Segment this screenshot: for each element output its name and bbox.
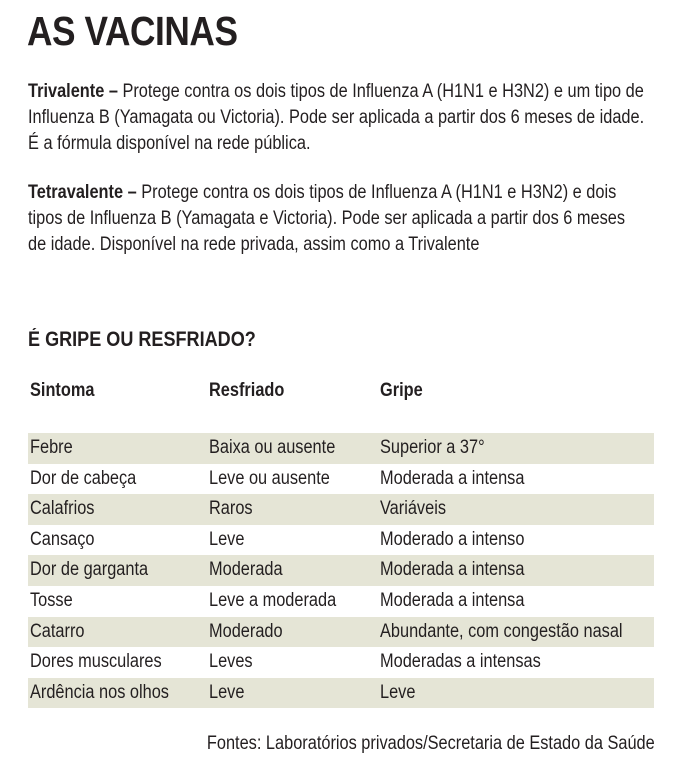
cell-symptom: Febre — [30, 437, 73, 458]
table-row — [28, 678, 654, 709]
cell-cold: Leve — [209, 528, 245, 550]
comparison-table — [28, 433, 654, 708]
cell-symptom: Cansaço — [30, 528, 95, 550]
vaccine-trivalente — [28, 79, 647, 157]
cell-symptom: Ardência nos olhos — [30, 681, 169, 703]
cell-cold: Leve a moderada — [209, 589, 337, 611]
vaccine-tetravalente — [28, 180, 647, 258]
cell-cold: Moderada — [209, 559, 283, 581]
header-gripe: Gripe — [380, 380, 423, 401]
cell-cold: Leve ou ausente — [209, 467, 330, 489]
table-row — [28, 617, 654, 648]
cell-symptom: Tosse — [30, 589, 73, 611]
vaccine-name: Trivalente – — [28, 81, 118, 102]
cell-symptom: Dor de garganta — [30, 559, 149, 581]
cell-flu: Moderada a intensa — [380, 559, 525, 581]
table-header — [28, 380, 654, 406]
cell-flu: Variáveis — [380, 498, 446, 520]
cell-flu: Moderado a intenso — [380, 528, 525, 550]
cell-cold: Baixa ou ausente — [209, 437, 336, 458]
vaccine-name: Tetravalente – — [28, 182, 137, 203]
table-row — [28, 525, 654, 556]
vaccine-description: Protege contra os dois tipos de Influenza A (H1N1 e H3N2) e um tipo de Influenza B (Yamagata ou Victoria). Pode ser aplicada a partir dos 6 meses de idade. É a fórmula disponível na rede pública. — [28, 81, 645, 154]
table-row — [28, 555, 654, 586]
cell-flu: Abundante, com congestão nasal — [380, 620, 623, 642]
cell-symptom: Calafrios — [30, 498, 95, 520]
table-row — [28, 433, 654, 464]
cell-symptom: Catarro — [30, 620, 85, 642]
table-row — [28, 647, 654, 678]
cell-flu: Moderada a intensa — [380, 589, 525, 611]
sources-footer: Fontes: Laboratórios privados/Secretaria de Estado da Saúde — [207, 733, 655, 754]
vaccine-description: Protege contra os dois tipos de Influenza A (H1N1 e H3N2) e dois tipos de Influenza B (Yamagata e Victoria). Pode ser aplicada a partir dos 6 meses de idade. Disponível na rede privada, assim como a Trivalente — [28, 182, 626, 255]
cell-flu: Moderada a intensa — [380, 467, 525, 489]
cell-cold: Leves — [209, 651, 253, 673]
page-title: AS VACINAS — [27, 8, 238, 54]
table-row — [28, 464, 654, 495]
header-sintoma: Sintoma — [30, 380, 95, 401]
cell-cold: Leve — [209, 681, 245, 703]
table-row — [28, 494, 654, 525]
cell-cold: Raros — [209, 498, 253, 520]
table-row — [28, 586, 654, 617]
cell-flu: Leve — [380, 681, 416, 703]
cell-symptom: Dor de cabeça — [30, 467, 137, 489]
cell-cold: Moderado — [209, 620, 283, 642]
table-title: É GRIPE OU RESFRIADO? — [28, 328, 256, 351]
cell-flu: Moderadas a intensas — [380, 651, 541, 673]
cell-flu: Superior a 37° — [380, 437, 485, 458]
header-resfriado: Resfriado — [209, 380, 285, 401]
cell-symptom: Dores musculares — [30, 651, 162, 673]
